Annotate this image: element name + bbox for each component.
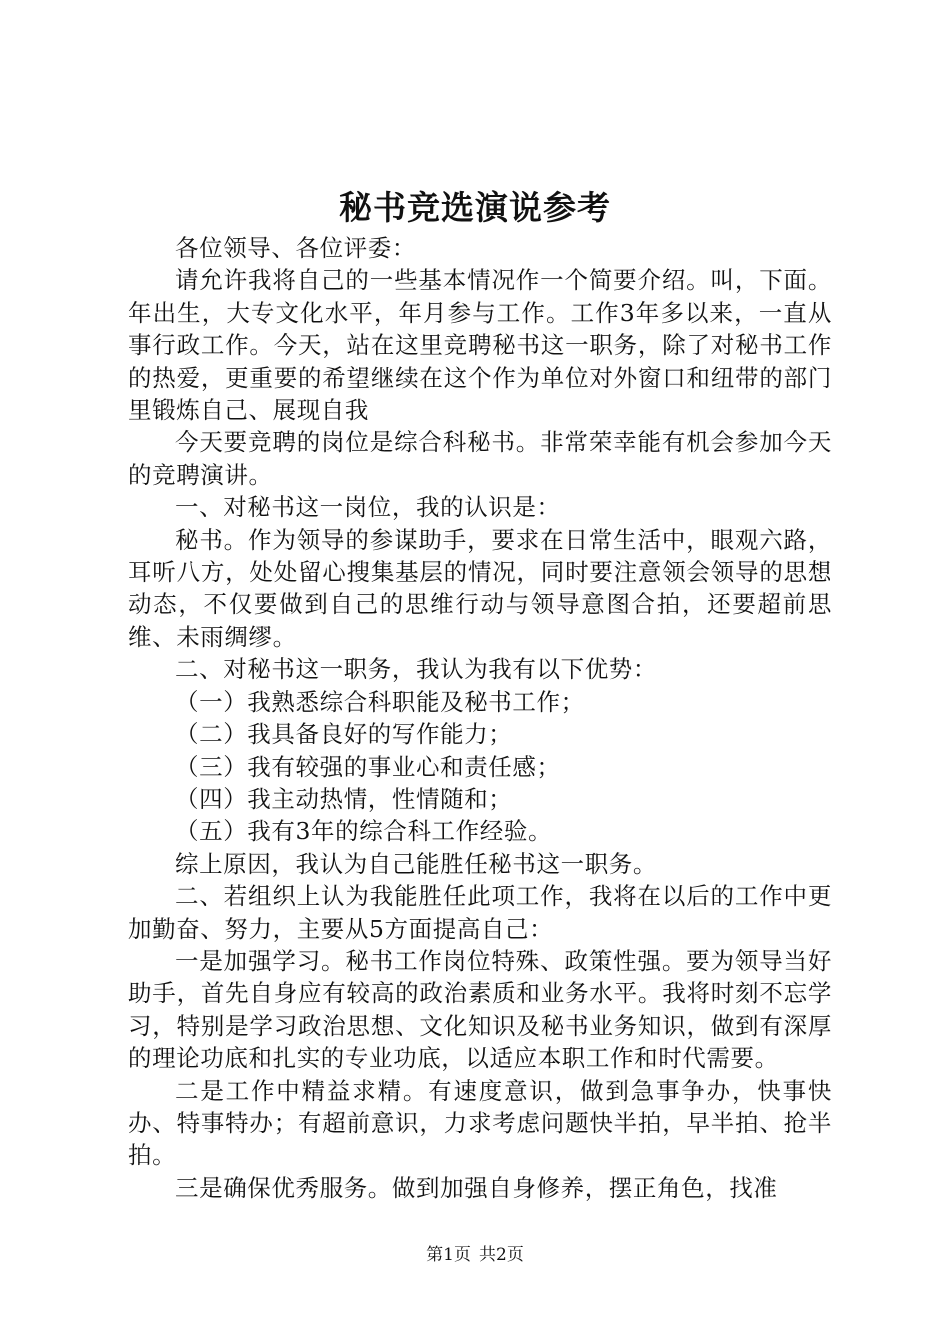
page-footer [0,1243,950,1267]
improvement-item-1: 一是加强学习。秘书工作岗位特殊、政策性强。要为领导当好助手，首先自身应有较高的政治素质和业务水平。我将时刻不忘学习，特别是学习政治思想、文化知识及秘书业务知识，做到有深厚的理论功底和扎实的专业功底，以适应本职工作和时代需要。 [128,946,832,1073]
advantage-item-4: （四）我主动热情，性情随和； [175,784,513,813]
section-heading-improvement: 二、若组织上认为我能胜任此项工作，我将在以后的工作中更加勤奋、努力，主要从5方面提高自己： [128,882,832,943]
page-total: 共2页 [479,1245,524,1265]
understanding-paragraph: 秘书。作为领导的参谋助手，要求在日常生活中，眼观六路，耳听八方，处处留心搜集基层的情况，同时要注意领会领导的思想动态，不仅要做到自己的思维行动与领导意图合拍，还要超前思维、未雨绸缪。 [128,525,832,651]
section-heading-understanding: 一、对秘书这一岗位，我的认识是： [175,493,561,522]
advantage-item-1: （一）我熟悉综合科职能及秘书工作； [175,687,585,716]
page-number: 第1页 [426,1245,471,1265]
advantage-item-5: （五）我有3年的综合科工作经验。 [175,817,553,846]
advantage-item-3: （三）我有较强的事业心和责任感； [175,752,561,781]
improvement-item-3: 三是确保优秀服务。做到加强自身修养，摆正角色，找准 [175,1173,778,1202]
salutation-paragraph: 各位领导、各位评委： [175,234,416,262]
document-body [128,232,832,1204]
document-title: 秘书竞选演说参考 [339,188,611,227]
position-paragraph: 今天要竞聘的岗位是综合科秘书。非常荣幸能有机会参加今天的竞聘演讲。 [128,428,832,489]
section-heading-advantages: 二、对秘书这一职务，我认为我有以下优势： [175,655,657,684]
summary-paragraph: 综上原因，我认为自己能胜任秘书这一职务。 [175,849,657,878]
improvement-item-2: 二是工作中精益求精。有速度意识，做到急事争办，快事快办、特事特办；有超前意识，力求考虑问题快半拍，早半拍、抢半拍。 [128,1076,832,1170]
advantage-item-2: （二）我具备良好的写作能力； [175,720,513,749]
introduction-paragraph: 请允许我将自己的一些基本情况作一个简要介绍。叫，下面。年出生，大专文化水平，年月参与工作。工作3年多以来，一直从事行政工作。今天，站在这里竞聘秘书这一职务，除了对秘书工作的热爱，更重要的希望继续在这个作为单位对外窗口和纽带的部门里锻炼自己、展现自我 [128,266,832,425]
